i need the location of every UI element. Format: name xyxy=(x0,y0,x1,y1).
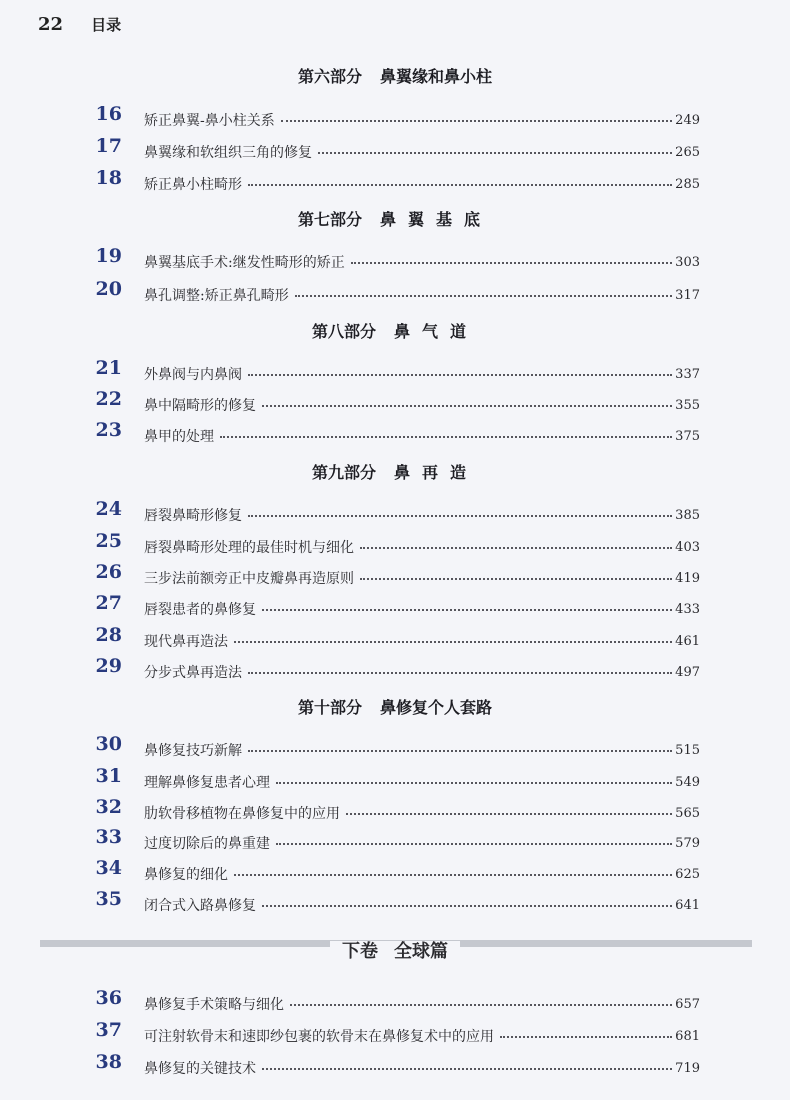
toc-entry[interactable] xyxy=(0,135,790,165)
toc-entry[interactable] xyxy=(0,888,790,918)
chapter-number: 24 xyxy=(95,498,122,520)
page-ref: 681 xyxy=(675,1029,700,1044)
chapter-title: 鼻修复的细化 xyxy=(144,867,228,883)
toc-entry[interactable] xyxy=(0,1051,790,1081)
dot-leader xyxy=(290,1004,672,1006)
toc-entry[interactable] xyxy=(0,388,790,418)
toc-entry[interactable] xyxy=(0,530,790,560)
page-ref: 461 xyxy=(675,634,700,649)
chapter-number: 36 xyxy=(95,987,122,1009)
toc-entry[interactable] xyxy=(0,624,790,654)
page-ref: 497 xyxy=(675,665,700,680)
page-number: 22 xyxy=(38,14,64,35)
toc-entry[interactable] xyxy=(0,826,790,856)
chapter-title: 鼻翼基底手术:继发性畸形的矫正 xyxy=(144,255,345,271)
toc-entry[interactable] xyxy=(0,857,790,887)
dot-leader xyxy=(351,262,672,264)
page-ref: 515 xyxy=(675,743,700,758)
chapter-title: 可注射软骨末和速即纱包裹的软骨末在鼻修复术中的应用 xyxy=(144,1029,494,1045)
chapter-title: 鼻孔调整:矫正鼻孔畸形 xyxy=(144,288,289,304)
page-ref: 419 xyxy=(675,571,700,586)
chapter-number: 38 xyxy=(95,1051,122,1073)
chapter-number: 18 xyxy=(95,167,122,189)
dot-leader xyxy=(248,374,672,376)
dot-leader xyxy=(262,1068,672,1070)
toc-entry[interactable] xyxy=(0,278,790,308)
dot-leader xyxy=(346,813,672,815)
chapter-title: 矫正鼻翼-鼻小柱关系 xyxy=(144,113,275,129)
page-ref: 403 xyxy=(675,540,700,555)
chapter-number: 31 xyxy=(95,765,122,787)
page-ref: 433 xyxy=(675,602,700,617)
part-title: 鼻翼基底 xyxy=(380,210,493,229)
toc-entry[interactable] xyxy=(0,796,790,826)
dot-leader xyxy=(234,874,672,876)
dot-leader xyxy=(262,905,672,907)
dot-leader xyxy=(360,578,672,580)
page-ref: 375 xyxy=(675,429,700,444)
volume-label: 下卷 xyxy=(342,941,378,962)
chapter-number: 16 xyxy=(95,103,122,125)
part-label: 第九部分 xyxy=(311,463,376,482)
chapter-title: 矫正鼻小柱畸形 xyxy=(144,177,242,193)
part-title: 鼻修复个人套路 xyxy=(380,698,493,717)
chapter-title: 鼻修复技巧新解 xyxy=(144,743,242,759)
dot-leader xyxy=(318,152,672,154)
dot-leader xyxy=(248,184,672,186)
chapter-number: 23 xyxy=(95,419,122,441)
page-ref: 355 xyxy=(675,398,700,413)
chapter-title: 鼻修复的关键技术 xyxy=(144,1061,256,1077)
chapter-number: 34 xyxy=(95,857,122,879)
dot-leader xyxy=(276,782,672,784)
chapter-title: 唇裂鼻畸形修复 xyxy=(144,508,242,524)
chapter-title: 肋软骨移植物在鼻修复中的应用 xyxy=(144,806,340,822)
toc-entry[interactable] xyxy=(0,733,790,763)
page-ref: 579 xyxy=(675,836,700,851)
page-ref: 249 xyxy=(675,113,700,128)
part-heading xyxy=(0,64,790,87)
toc-entry[interactable] xyxy=(0,561,790,591)
chapter-title: 鼻甲的处理 xyxy=(144,429,214,445)
part-label: 第八部分 xyxy=(311,322,376,341)
chapter-title: 过度切除后的鼻重建 xyxy=(144,836,270,852)
dot-leader xyxy=(281,120,672,122)
dot-leader xyxy=(276,843,672,845)
page-ref: 303 xyxy=(675,255,700,270)
dot-leader xyxy=(295,295,672,297)
chapter-title: 分步式鼻再造法 xyxy=(144,665,242,681)
toc-entry[interactable] xyxy=(0,1019,790,1049)
toc-entry[interactable] xyxy=(0,498,790,528)
part-label: 第六部分 xyxy=(297,67,362,86)
toc-entry[interactable] xyxy=(0,765,790,795)
chapter-title: 唇裂患者的鼻修复 xyxy=(144,602,256,618)
dot-leader xyxy=(248,515,672,517)
chapter-title: 三步法前额旁正中皮瓣鼻再造原则 xyxy=(144,571,354,587)
toc-entry[interactable] xyxy=(0,655,790,685)
page-ref: 317 xyxy=(675,288,700,303)
page-header xyxy=(38,14,121,35)
part-heading xyxy=(0,695,790,718)
chapter-number: 20 xyxy=(95,278,122,300)
page-ref: 549 xyxy=(675,775,700,790)
chapter-number: 22 xyxy=(95,388,122,410)
dot-leader xyxy=(262,405,672,407)
part-heading xyxy=(0,319,790,342)
chapter-number: 30 xyxy=(95,733,122,755)
chapter-number: 37 xyxy=(95,1019,122,1041)
chapter-number: 29 xyxy=(95,655,122,677)
toc-entry[interactable] xyxy=(0,103,790,133)
chapter-number: 35 xyxy=(95,888,122,910)
toc-entry[interactable] xyxy=(0,245,790,275)
volume-title: 全球篇 xyxy=(394,941,448,962)
toc-entry[interactable] xyxy=(0,167,790,197)
page-ref: 385 xyxy=(675,508,700,523)
part-label: 第七部分 xyxy=(297,210,362,229)
part-label: 第十部分 xyxy=(297,698,362,717)
dot-leader xyxy=(220,436,672,438)
page-ref: 265 xyxy=(675,145,700,160)
chapter-number: 28 xyxy=(95,624,122,646)
volume-heading xyxy=(0,937,790,963)
toc-entry[interactable] xyxy=(0,419,790,449)
chapter-number: 32 xyxy=(95,796,122,818)
chapter-title: 理解鼻修复患者心理 xyxy=(144,775,270,791)
chapter-number: 27 xyxy=(95,592,122,614)
chapter-title: 鼻翼缘和软组织三角的修复 xyxy=(144,145,312,161)
chapter-number: 21 xyxy=(95,357,122,379)
dot-leader xyxy=(360,547,672,549)
dot-leader xyxy=(262,609,672,611)
chapter-title: 鼻修复手术策略与细化 xyxy=(144,997,284,1013)
chapter-number: 25 xyxy=(95,530,122,552)
chapter-title: 闭合式入路鼻修复 xyxy=(144,898,256,914)
page-ref: 719 xyxy=(675,1061,700,1076)
toc-entry[interactable] xyxy=(0,592,790,622)
header-title: 目录 xyxy=(91,16,122,34)
chapter-title: 鼻中隔畸形的修复 xyxy=(144,398,256,414)
dot-leader xyxy=(234,641,672,643)
toc-entry[interactable] xyxy=(0,357,790,387)
page-ref: 625 xyxy=(675,867,700,882)
dot-leader xyxy=(500,1036,672,1038)
part-heading xyxy=(0,460,790,483)
part-title: 鼻再造 xyxy=(394,463,479,482)
chapter-title: 现代鼻再造法 xyxy=(144,634,228,650)
part-title: 鼻翼缘和鼻小柱 xyxy=(380,67,493,86)
chapter-number: 26 xyxy=(95,561,122,583)
chapter-title: 外鼻阀与内鼻阀 xyxy=(144,367,242,383)
dot-leader xyxy=(248,750,672,752)
chapter-title: 唇裂鼻畸形处理的最佳时机与细化 xyxy=(144,540,354,556)
page-ref: 657 xyxy=(675,997,700,1012)
part-heading xyxy=(0,207,790,230)
chapter-number: 33 xyxy=(95,826,122,848)
chapter-number: 17 xyxy=(95,135,122,157)
dot-leader xyxy=(248,672,672,674)
toc-entry[interactable] xyxy=(0,987,790,1017)
page-ref: 641 xyxy=(675,898,700,913)
page-ref: 565 xyxy=(675,806,700,821)
page-ref: 285 xyxy=(675,177,700,192)
chapter-number: 19 xyxy=(95,245,122,267)
part-title: 鼻气道 xyxy=(394,322,479,341)
page-ref: 337 xyxy=(675,367,700,382)
